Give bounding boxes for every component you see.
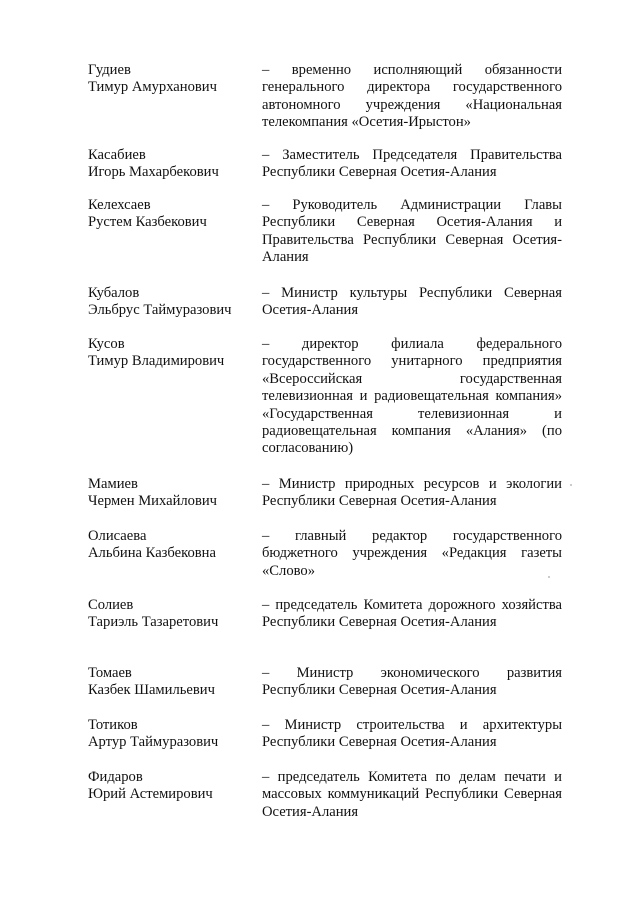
member-surname: Келехсаев xyxy=(88,197,151,213)
member-name xyxy=(88,769,260,804)
member-name xyxy=(88,476,260,511)
member-given-name: Рустем Казбекович xyxy=(88,214,207,231)
member-role: – Министр экономического развития Республики Северная Осетия-Алания xyxy=(262,665,562,699)
member-name xyxy=(88,62,260,97)
member-name xyxy=(88,336,260,371)
member-surname: Кусов xyxy=(88,336,125,352)
member-role: – директор филиала федерального государственного унитарного предприятия «Всероссийская государственная телевизионная и радиовещательная компания» «Государственная телевизионная и радиовещательная компания «Алания» (по согласованию) xyxy=(262,336,562,457)
scan-speck xyxy=(570,484,572,486)
member-name xyxy=(88,285,260,320)
member-surname: Гудиев xyxy=(88,62,131,78)
member-role: – временно исполняющий обязанности генерального директора государственного автономного учреждения «Национальная телекомпания «Осетия-Ирыстон» xyxy=(262,62,562,131)
member-given-name: Чермен Михайлович xyxy=(88,493,218,510)
member-role: – председатель Комитета по делам печати и массовых коммуникаций Республики Северная Осетия-Алания xyxy=(262,769,562,820)
member-surname: Солиев xyxy=(88,597,134,613)
member-role: – Министр культуры Республики Северная Осетия-Алания xyxy=(262,285,562,319)
member-name xyxy=(88,147,260,182)
member-given-name: Тимур Владимирович xyxy=(88,353,225,370)
member-role: – Заместитель Председателя Правительства Республики Северная Осетия-Алания xyxy=(262,147,562,181)
member-given-name: Тариэль Тазаретович xyxy=(88,614,219,631)
member-given-name: Артур Таймуразович xyxy=(88,734,219,751)
member-role: – председатель Комитета дорожного хозяйства Республики Северная Осетия-Алания xyxy=(262,597,562,631)
member-name xyxy=(88,197,260,232)
member-surname: Касабиев xyxy=(88,147,146,163)
member-surname: Томаев xyxy=(88,665,132,681)
member-surname: Мамиев xyxy=(88,476,138,492)
member-role: – главный редактор государственного бюджетного учреждения «Редакция газеты «Слово» xyxy=(262,528,562,579)
member-surname: Тотиков xyxy=(88,717,138,733)
member-given-name: Игорь Махарбекович xyxy=(88,164,219,181)
member-name xyxy=(88,717,260,752)
member-given-name: Альбина Казбековна xyxy=(88,545,216,562)
member-given-name: Казбек Шамильевич xyxy=(88,682,215,699)
member-role: – Министр строительства и архитектуры Республики Северная Осетия-Алания xyxy=(262,717,562,751)
member-name xyxy=(88,665,260,700)
member-role: – Руководитель Администрации Главы Республики Северная Осетия-Алания и Правительства Республики Северная Осетия-Алания xyxy=(262,197,562,266)
member-given-name: Юрий Астемирович xyxy=(88,786,213,803)
member-given-name: Тимур Амурханович xyxy=(88,79,217,96)
member-surname: Олисаева xyxy=(88,528,147,544)
member-surname: Кубалов xyxy=(88,285,140,301)
member-given-name: Эльбрус Таймуразович xyxy=(88,302,232,319)
member-name xyxy=(88,597,260,632)
member-role: – Министр природных ресурсов и экологии Республики Северная Осетия-Алания xyxy=(262,476,562,510)
scan-speck xyxy=(548,576,550,578)
member-name xyxy=(88,528,260,563)
member-surname: Фидаров xyxy=(88,769,143,785)
